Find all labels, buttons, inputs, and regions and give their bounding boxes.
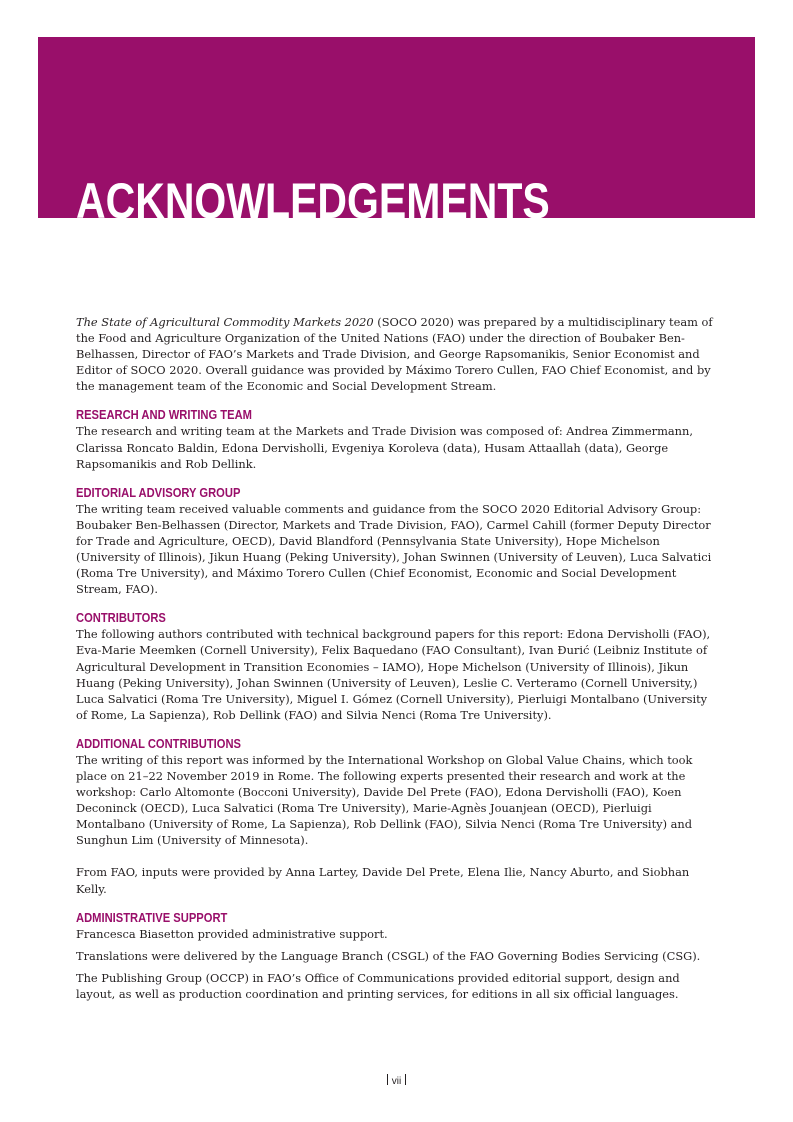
publication-title: The State of Agricultural Commodity Markets 2020 [76,315,374,329]
intro-text: (SOCO 2020) was prepared by a multidisciplinary team of the Food and Agriculture Organization of the United Nations (FAO) under the direction of Boubaker Ben-Belhassen, Director of FAO’s Markets and Trade Division, and George Rapsomanikis, Senior Economist and Editor of SOCO 2020. Overall guidance was provided by Máximo Torero Cullen, FAO Chief Economist, and by the management team of the Economic and Social Development Stream. [76,315,713,394]
section-research-writing-team [76,407,721,471]
section-body: The writing of this report was informed by the International Workshop on Global Value Chains, which took place on 21–22 November 2019 in Rome. The following experts presented their research and work at the workshop: Carlo Altomonte (Bocconi University), Davide Del Prete (FAO), Edona Dervisholli (FAO), Koen Deconinck (OECD), Luca Salvatici (Roma Tre University), Marie-Agnès Jouanjean (OECD), Pierluigi Montalbano (University of Rome, La Sapienza), Rob Dellink (FAO), Silvia Nenci (Roma Tre University) and Sunghun Lim (University of Minnesota). [76,752,693,848]
section-body: The writing team received valuable comments and guidance from the SOCO 2020 Editorial Advisory Group: Boubaker Ben-Belhassen (Director, Markets and Trade Division, FAO), Carmel Cahill (former Deputy Director for Trade and Agriculture, OECD), David Blandford (Pennsylvania State University), Hope Michelson (University of Illinois), Jikun Huang (Peking University), Johan Swinnen (University of Leuven), Luca Salvatici (Roma Tre University), and Máximo Torero Cullen (Chief Economist, Economic and Social Development Stream, FAO). [76,501,712,597]
section-body-fao-inputs: From FAO, inputs were provided by Anna Lartey, Davide Del Prete, Elena Ilie, Nancy Aburto, and Siobhan Kelly. [76,865,690,896]
section-contributors [76,610,721,723]
section-body-translations: Translations were delivered by the Language Branch (CSGL) of the FAO Governing Bodies Servicing (CSG). [76,948,701,963]
page-title: ACKNOWLEDGEMENTS [76,173,550,218]
intro-paragraph [76,314,721,394]
section-heading: RESEARCH AND WRITING TEAM [76,407,252,423]
section-heading: CONTRIBUTORS [76,610,166,626]
section-heading: ADMINISTRATIVE SUPPORT [76,909,228,925]
section-body: Francesca Biasetton provided administrative support. [76,926,388,941]
page-number [0,1074,793,1087]
section-editorial-advisory-group [76,485,721,598]
section-heading: EDITORIAL ADVISORY GROUP [76,484,241,500]
section-administrative-support [76,910,721,1002]
section-body: The following authors contributed with technical background papers for this report: Edona Dervisholli (FAO), Eva-Marie Meemken (Cornell University), Felix Baquedano (FAO Consultant), Ivan Đurić (Leibniz Institute of Agricultural Development in Transition Economies – IAMO), Hope Michelson (University of Illinois), Jikun Huang (Peking University), Johan Swinnen (University of Leuven), Leslie C. Verteramo (Cornell University,) Luca Salvatici (Roma Tre University), Miguel I. Gómez (Cornell University), Pierluigi Montalbano (University of Rome, La Sapienza), Rob Dellink (FAO) and Silvia Nenci (Roma Tre University). [76,627,711,722]
page-number-divider-left [387,1074,388,1085]
page-number-text: vii [391,1076,402,1087]
page-number-divider-right [405,1074,406,1085]
title-banner [38,37,755,218]
section-body-publishing: The Publishing Group (OCCP) in FAO’s Office of Communications provided editorial support, design and layout, as well as production coordination and printing services, for editions in all six official languages. [76,970,680,1001]
section-additional-contributions [76,736,721,897]
section-heading: ADDITIONAL CONTRIBUTIONS [76,735,242,751]
acknowledgements-body [76,314,721,1015]
section-body: The research and writing team at the Markets and Trade Division was composed of: Andrea Zimmermann, Clarissa Roncato Baldin, Edona Dervisholli, Evgeniya Koroleva (data), Husam Attaallah (data), George Rapsomanikis and Rob Dellink. [76,424,693,471]
